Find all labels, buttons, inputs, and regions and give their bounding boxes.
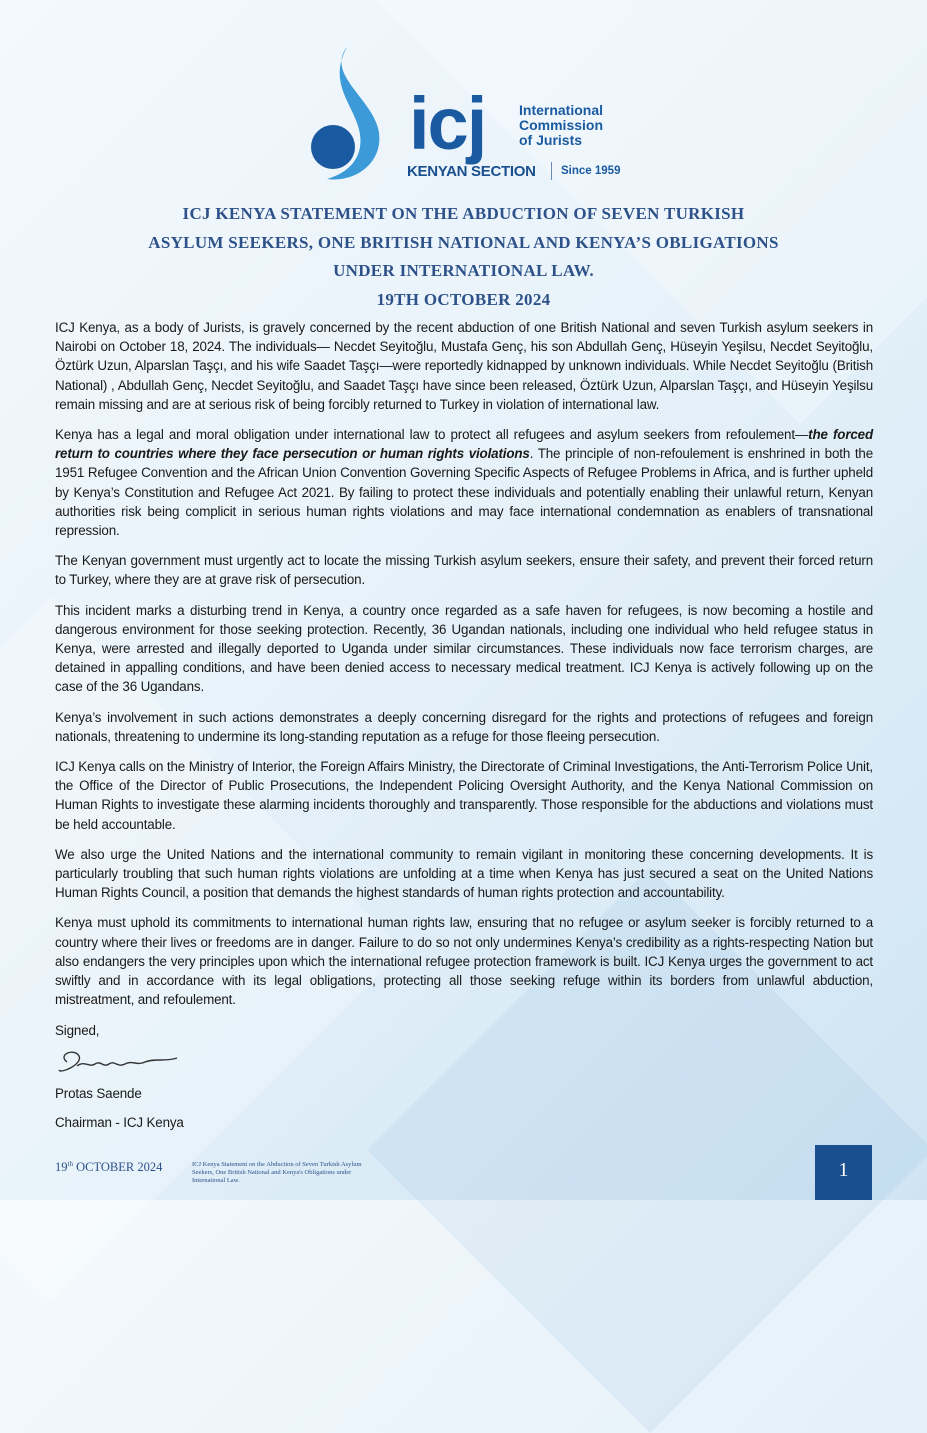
signatory-role: Chairman - ICJ Kenya: [55, 1114, 184, 1130]
title-line: ICJ KENYA STATEMENT ON THE ABDUCTION OF SEVEN TURKISH: [182, 204, 745, 223]
emphasis-text: the forced return to countries where they face persecution or human rights violations: [55, 427, 874, 462]
title-line: UNDER INTERNATIONAL LAW.: [333, 261, 594, 280]
paragraph: The Kenyan government must urgently act to locate the missing Turkish asylum seekers, ensure their safety, and prevent their forced return to Turkey, where they are at grave risk of persecution.: [55, 553, 873, 588]
signed-label: Signed,: [55, 1022, 100, 1038]
logo-org-line: International: [519, 102, 604, 118]
paragraph: ICJ Kenya, as a body of Jurists, is gravely concerned by the recent abduction of one British National and seven Turkish asylum seekers in Nairobi on October 18, 2024. The individuals— Necdet Seyitoğlu, Mustafa Genç, his son Abdullah Genç, Hüseyin Yeşilsu, Necdet Seyitoğlu, Öztürk Uzun, Alparslan Taşçı, and his wife Saadet Taşçı—were reportedly kidnapped by unknown individuals. While Necdet Seyitoğlu (British National) , Abdullah Genç, Necdet Seyitoğlu, and Saadet Taşçı have since been released, Öztürk Uzun, Alparslan Taşçı, and Hüseyin Yeşilsu remain missing and are at serious risk of being forcibly returned to Turkey in violation of international law.: [55, 320, 873, 412]
text: . The principle of non-refoulement is enshrined in both the 1951 Refugee Convention and the African Union Convention Governing Specific Aspects of Refugee Problems in Africa, and is further upheld by Kenya’s Constitution and Refugee Act 2021. By failing to protect these individuals and potentially enabling their unlawful return, Kenyan authorities risk being complicit in serious human rights violations and may face international condemnation as enablers of transnational repression.: [55, 446, 873, 539]
logo-section: KENYAN SECTION: [407, 163, 536, 180]
logo-org-line: of Jurists: [519, 132, 583, 148]
logo-org-name: [519, 103, 603, 148]
document-title: [0, 200, 927, 314]
paragraph: [55, 425, 873, 540]
text: Kenya has a legal and moral obligation under international law to protect all refugees and asylum seekers from refoulement—: [55, 427, 809, 443]
signature-image: [55, 1044, 873, 1078]
drop-emblem-icon: [305, 45, 405, 185]
paragraph: This incident marks a disturbing trend in Kenya, a country once regarded as a safe haven for refugees, is now becoming a hostile and dangerous environment for those seeking protection. Recently, 36 Ugandan nationals, including one individual who held refugee status in Kenya, were arrested and illegally deported to Uganda under similar circumstances. These individuals now face terrorism charges, are detained in appalling conditions, and have been denied access to necessary medical treatment. ICJ Kenya is actively following up on the case of the 36 Ugandans.: [55, 602, 873, 695]
logo-wordmark: icj: [409, 82, 486, 165]
footer-date-suffix: th: [67, 1160, 73, 1168]
logo-org-line: Commission: [519, 117, 604, 133]
footer-note: ICJ Kenya Statement on the Abduction of Seven Turkish Asylum Seekers, One British National and Kenya's Obligations under International Law.: [192, 1161, 362, 1184]
paragraph: Kenya must uphold its commitments to international human rights law, ensuring that no refugee or asylum seeker is forcibly returned to a country where their lives or freedoms are in danger. Failure to do so not only undermines Kenya’s credibility as a rights-respecting Nation but also endangers the very principles upon which the international refugee protection framework is built. ICJ Kenya urges the government to act swiftly and in accordance with its legal obligations, protecting all those seeking refuge within its borders from unlawful abduction, mistreatment, and refoulement.: [55, 915, 873, 1008]
signatory-name: Protas Saende: [55, 1085, 142, 1101]
title-date: 19TH OCTOBER 2024: [376, 289, 551, 309]
logo-divider: [551, 162, 552, 180]
document-body: [55, 318, 873, 1143]
footer-date: [55, 1160, 162, 1175]
logo-since: Since 1959: [561, 165, 621, 177]
paragraph: We also urge the United Nations and the international community to remain vigilant in monitoring these concerning developments. It is particularly troubling that such human rights violations are unfolding at a time when Kenya has just secured a seat on the United Nations Human Rights Council, a position that demands the highest standards of human rights protection and accountability.: [55, 846, 873, 901]
icj-logo: [305, 45, 625, 185]
paragraph: ICJ Kenya calls on the Ministry of Interior, the Foreign Affairs Ministry, the Directorate of Criminal Investigations, the Anti-Terrorism Police Unit, the Office of the Director of Public Prosecutions, the Independent Policing Oversight Authority, and the Kenya National Commission on Human Rights to investigate these alarming incidents thoroughly and transparently. Those responsible for the abductions and violations must be held accountable.: [55, 759, 873, 832]
footer-date-rest: OCTOBER 2024: [72, 1160, 163, 1175]
footer-date-day: 19: [55, 1160, 68, 1175]
paragraph: Kenya’s involvement in such actions demonstrates a deeply concerning disregard for the rights and protections of refugees and foreign nationals, threatening to undermine its long-standing reputation as a refuge for those fleeing persecution.: [55, 709, 873, 744]
title-line: ASYLUM SEEKERS, ONE BRITISH NATIONAL AND KENYA’S OBLIGATIONS: [148, 232, 779, 252]
page-number: 1: [815, 1145, 872, 1200]
